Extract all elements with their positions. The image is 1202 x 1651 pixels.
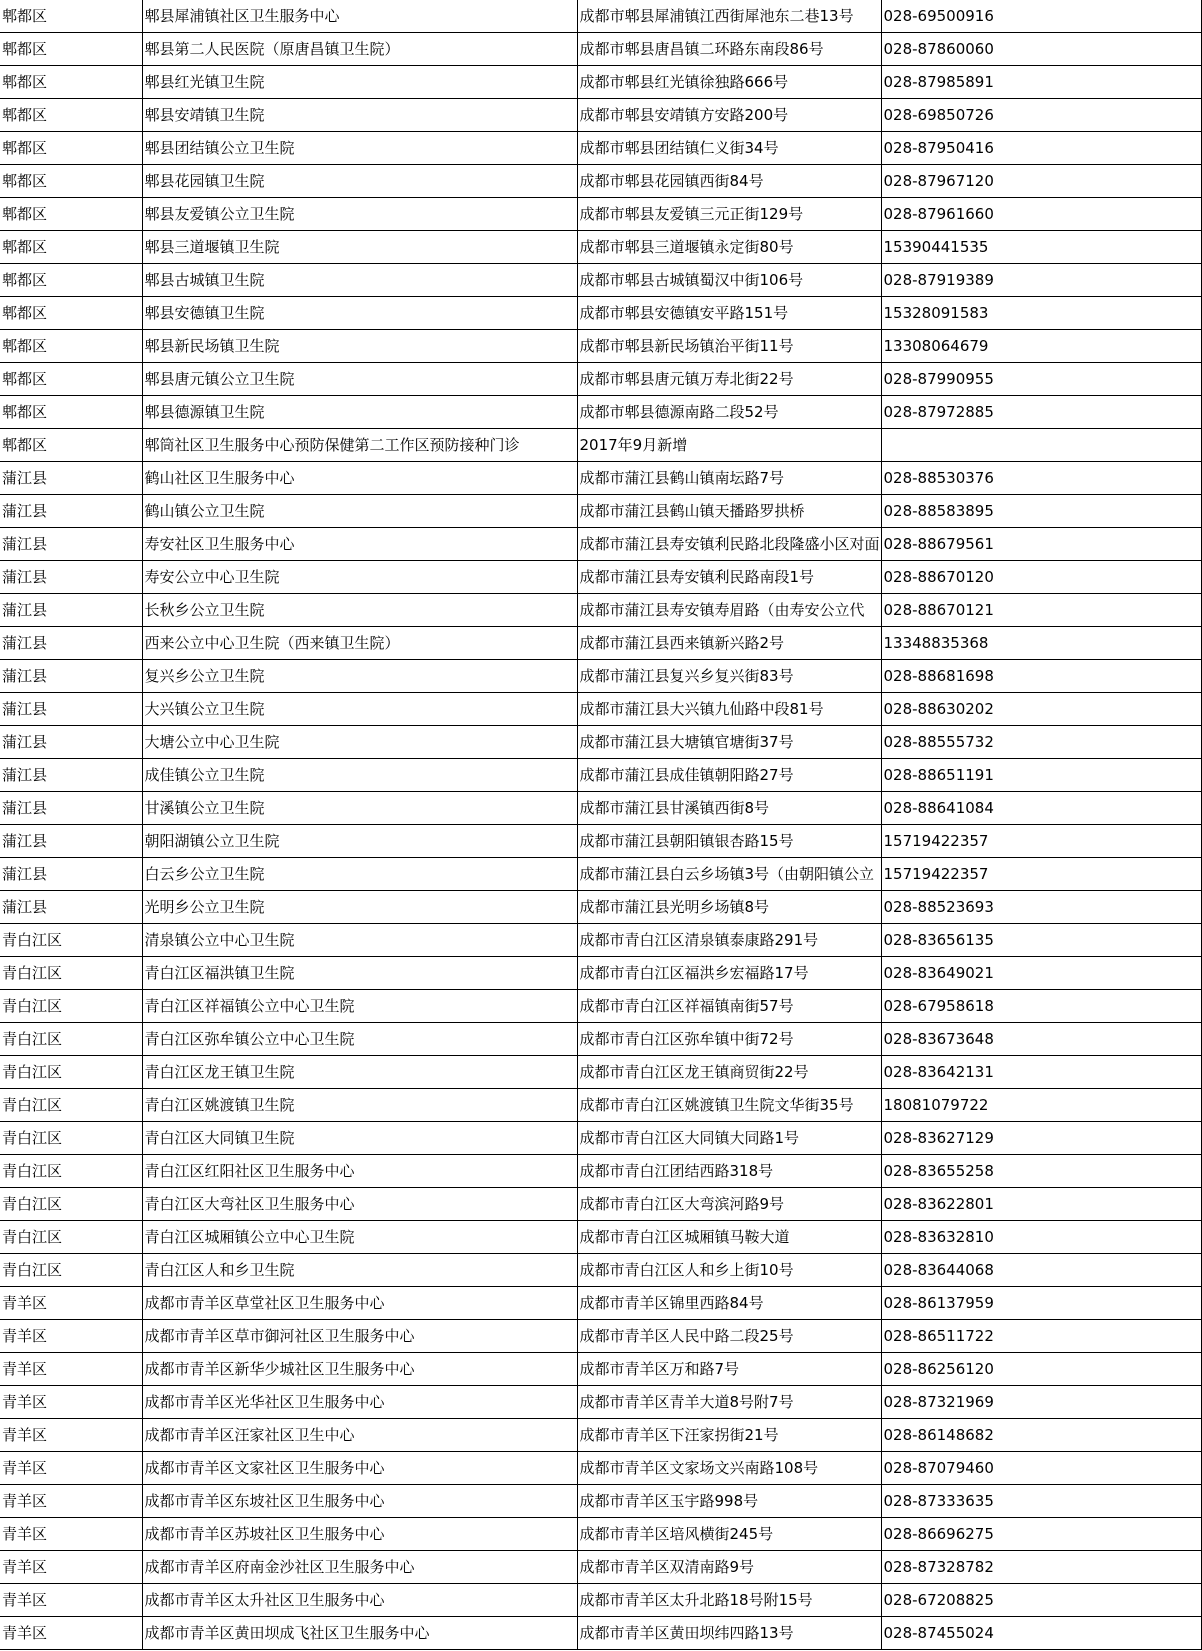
address-cell: 成都市郫县安靖镇方安路200号 <box>577 99 881 132</box>
table-row <box>0 231 1201 264</box>
table-row <box>0 594 1201 627</box>
address-cell: 成都市青羊区黄田坝纬四路13号 <box>577 1617 881 1650</box>
table-row <box>0 495 1201 528</box>
phone-cell: 028-88651191 <box>881 759 1201 792</box>
address-cell: 成都市青白江区人和乡上街10号 <box>577 1254 881 1287</box>
table-row <box>0 561 1201 594</box>
table-row <box>0 924 1201 957</box>
phone-cell: 028-87860060 <box>881 33 1201 66</box>
table-row <box>0 660 1201 693</box>
table-row <box>0 693 1201 726</box>
table-row <box>0 528 1201 561</box>
address-cell: 成都市青羊区锦里西路84号 <box>577 1287 881 1320</box>
table-row <box>0 627 1201 660</box>
table-row <box>0 1023 1201 1056</box>
district-cell: 青白江区 <box>0 1188 142 1221</box>
phone-cell: 028-86696275 <box>881 1518 1201 1551</box>
phone-cell: 028-83622801 <box>881 1188 1201 1221</box>
address-cell: 成都市蒲江县复兴乡复兴街83号 <box>577 660 881 693</box>
phone-cell <box>881 429 1201 462</box>
phone-cell: 028-86511722 <box>881 1320 1201 1353</box>
phone-cell: 028-87961660 <box>881 198 1201 231</box>
phone-cell: 028-83649021 <box>881 957 1201 990</box>
address-cell: 成都市蒲江县寿安镇寿眉路（由寿安公立代 <box>577 594 881 627</box>
district-cell: 郫都区 <box>0 33 142 66</box>
institution-name-cell: 长秋乡公立卫生院 <box>142 594 577 627</box>
district-cell: 郫都区 <box>0 0 142 33</box>
address-cell: 成都市青羊区万和路7号 <box>577 1353 881 1386</box>
district-cell: 郫都区 <box>0 297 142 330</box>
table-row <box>0 1089 1201 1122</box>
address-cell: 成都市郫县友爱镇三元正街129号 <box>577 198 881 231</box>
address-cell: 成都市青羊区太升北路18号附15号 <box>577 1584 881 1617</box>
district-cell: 郫都区 <box>0 99 142 132</box>
address-cell: 成都市青白江区姚渡镇卫生院文华街35号 <box>577 1089 881 1122</box>
district-cell: 青羊区 <box>0 1353 142 1386</box>
phone-cell: 028-88641084 <box>881 792 1201 825</box>
district-cell: 郫都区 <box>0 363 142 396</box>
address-cell: 成都市郫县安德镇安平路151号 <box>577 297 881 330</box>
address-cell: 成都市蒲江县寿安镇利民路北段隆盛小区对面 <box>577 528 881 561</box>
institution-name-cell: 青白江区姚渡镇卫生院 <box>142 1089 577 1122</box>
phone-cell: 028-88679561 <box>881 528 1201 561</box>
district-cell: 蒲江县 <box>0 759 142 792</box>
table-row <box>0 297 1201 330</box>
institution-name-cell: 郫筒社区卫生服务中心预防保健第二工作区预防接种门诊 <box>142 429 577 462</box>
phone-cell: 15719422357 <box>881 858 1201 891</box>
table-row <box>0 726 1201 759</box>
address-cell: 成都市青羊区青羊大道8号附7号 <box>577 1386 881 1419</box>
institution-name-cell: 青白江区龙王镇卫生院 <box>142 1056 577 1089</box>
address-cell: 成都市青羊区双清南路9号 <box>577 1551 881 1584</box>
table-row <box>0 1452 1201 1485</box>
institution-name-cell: 白云乡公立卫生院 <box>142 858 577 891</box>
institution-name-cell: 成都市青羊区黄田坝成飞社区卫生服务中心 <box>142 1617 577 1650</box>
phone-cell: 028-88670120 <box>881 561 1201 594</box>
phone-cell: 028-86137959 <box>881 1287 1201 1320</box>
table-row <box>0 396 1201 429</box>
district-cell: 青羊区 <box>0 1419 142 1452</box>
address-cell: 成都市青白江区清泉镇泰康路291号 <box>577 924 881 957</box>
table-row <box>0 264 1201 297</box>
phone-cell: 028-83627129 <box>881 1122 1201 1155</box>
district-cell: 郫都区 <box>0 330 142 363</box>
table-row <box>0 1254 1201 1287</box>
address-cell: 成都市蒲江县成佳镇朝阳路27号 <box>577 759 881 792</box>
address-cell: 成都市蒲江县鹤山镇天播路罗拱桥 <box>577 495 881 528</box>
phone-cell: 15390441535 <box>881 231 1201 264</box>
institution-name-cell: 清泉镇公立中心卫生院 <box>142 924 577 957</box>
institution-name-cell: 郫县第二人民医院（原唐昌镇卫生院） <box>142 33 577 66</box>
phone-cell: 028-87333635 <box>881 1485 1201 1518</box>
address-cell: 成都市青羊区人民中路二段25号 <box>577 1320 881 1353</box>
institution-name-cell: 成都市青羊区光华社区卫生服务中心 <box>142 1386 577 1419</box>
district-cell: 青白江区 <box>0 990 142 1023</box>
district-cell: 蒲江县 <box>0 528 142 561</box>
address-cell: 成都市郫县花园镇西街84号 <box>577 165 881 198</box>
phone-cell: 028-87990955 <box>881 363 1201 396</box>
address-cell: 成都市青白江区福洪乡宏福路17号 <box>577 957 881 990</box>
district-cell: 郫都区 <box>0 396 142 429</box>
institution-name-cell: 朝阳湖镇公立卫生院 <box>142 825 577 858</box>
institution-name-cell: 成都市青羊区草市御河社区卫生服务中心 <box>142 1320 577 1353</box>
institution-name-cell: 郫县三道堰镇卫生院 <box>142 231 577 264</box>
institution-name-cell: 郫县团结镇公立卫生院 <box>142 132 577 165</box>
phone-cell: 028-83642131 <box>881 1056 1201 1089</box>
table-row <box>0 1551 1201 1584</box>
institution-name-cell: 郫县犀浦镇社区卫生服务中心 <box>142 0 577 33</box>
phone-cell: 028-86148682 <box>881 1419 1201 1452</box>
table-row <box>0 1188 1201 1221</box>
district-cell: 青羊区 <box>0 1518 142 1551</box>
table-row <box>0 990 1201 1023</box>
district-cell: 郫都区 <box>0 231 142 264</box>
institution-name-cell: 郫县德源镇卫生院 <box>142 396 577 429</box>
district-cell: 郫都区 <box>0 264 142 297</box>
address-cell: 成都市蒲江县甘溪镇西街8号 <box>577 792 881 825</box>
table-row <box>0 858 1201 891</box>
table-row <box>0 33 1201 66</box>
phone-cell: 15328091583 <box>881 297 1201 330</box>
phone-cell: 028-88523693 <box>881 891 1201 924</box>
institution-name-cell: 青白江区大同镇卫生院 <box>142 1122 577 1155</box>
address-cell: 成都市郫县唐元镇万寿北街22号 <box>577 363 881 396</box>
institution-name-cell: 成都市青羊区东坡社区卫生服务中心 <box>142 1485 577 1518</box>
address-cell: 成都市青白江区弥牟镇中街72号 <box>577 1023 881 1056</box>
institution-name-cell: 青白江区弥牟镇公立中心卫生院 <box>142 1023 577 1056</box>
table-row <box>0 792 1201 825</box>
district-cell: 青羊区 <box>0 1551 142 1584</box>
address-cell: 成都市蒲江县光明乡场镇8号 <box>577 891 881 924</box>
institution-name-cell: 成都市青羊区府南金沙社区卫生服务中心 <box>142 1551 577 1584</box>
table-row <box>0 330 1201 363</box>
table-row <box>0 1353 1201 1386</box>
table-row <box>0 1287 1201 1320</box>
institution-name-cell: 西来公立中心卫生院（西来镇卫生院） <box>142 627 577 660</box>
table-row <box>0 462 1201 495</box>
address-cell: 成都市青白江区龙王镇商贸街22号 <box>577 1056 881 1089</box>
district-cell: 青羊区 <box>0 1452 142 1485</box>
phone-cell: 028-83673648 <box>881 1023 1201 1056</box>
district-cell: 蒲江县 <box>0 594 142 627</box>
institution-name-cell: 青白江区祥福镇公立中心卫生院 <box>142 990 577 1023</box>
district-cell: 蒲江县 <box>0 561 142 594</box>
table-row <box>0 198 1201 231</box>
institution-name-cell: 青白江区福洪镇卫生院 <box>142 957 577 990</box>
table-row <box>0 1056 1201 1089</box>
phone-cell: 028-88630202 <box>881 693 1201 726</box>
district-cell: 蒲江县 <box>0 660 142 693</box>
district-cell: 蒲江县 <box>0 825 142 858</box>
district-cell: 青羊区 <box>0 1617 142 1650</box>
address-cell: 成都市青羊区玉宇路998号 <box>577 1485 881 1518</box>
table-row <box>0 1584 1201 1617</box>
table-row <box>0 99 1201 132</box>
institution-name-cell: 甘溪镇公立卫生院 <box>142 792 577 825</box>
institution-name-cell: 成都市青羊区汪家社区卫生中心 <box>142 1419 577 1452</box>
institution-name-cell: 青白江区人和乡卫生院 <box>142 1254 577 1287</box>
phone-cell: 028-87079460 <box>881 1452 1201 1485</box>
address-cell: 成都市郫县团结镇仁义街34号 <box>577 132 881 165</box>
institution-name-cell: 青白江区红阳社区卫生服务中心 <box>142 1155 577 1188</box>
district-cell: 青白江区 <box>0 1221 142 1254</box>
phone-cell: 028-83632810 <box>881 1221 1201 1254</box>
phone-cell: 15719422357 <box>881 825 1201 858</box>
institution-name-cell: 大兴镇公立卫生院 <box>142 693 577 726</box>
district-cell: 青白江区 <box>0 957 142 990</box>
table-row <box>0 132 1201 165</box>
institution-name-cell: 青白江区城厢镇公立中心卫生院 <box>142 1221 577 1254</box>
phone-cell: 13308064679 <box>881 330 1201 363</box>
district-cell: 蒲江县 <box>0 627 142 660</box>
table-row <box>0 759 1201 792</box>
institution-name-cell: 鹤山社区卫生服务中心 <box>142 462 577 495</box>
table-row <box>0 1386 1201 1419</box>
phone-cell: 028-67958618 <box>881 990 1201 1023</box>
phone-cell: 028-87455024 <box>881 1617 1201 1650</box>
phone-cell: 028-87950416 <box>881 132 1201 165</box>
institution-name-cell: 郫县友爱镇公立卫生院 <box>142 198 577 231</box>
table-row <box>0 1320 1201 1353</box>
district-cell: 蒲江县 <box>0 495 142 528</box>
district-cell: 蒲江县 <box>0 858 142 891</box>
address-cell: 成都市郫县新民场镇治平街11号 <box>577 330 881 363</box>
table-row <box>0 825 1201 858</box>
address-cell: 成都市蒲江县寿安镇利民路南段1号 <box>577 561 881 594</box>
district-cell: 青羊区 <box>0 1287 142 1320</box>
table-row <box>0 1485 1201 1518</box>
table-row <box>0 363 1201 396</box>
address-cell: 成都市蒲江县西来镇新兴路2号 <box>577 627 881 660</box>
phone-cell: 028-83655258 <box>881 1155 1201 1188</box>
address-cell: 成都市青白江区大同镇大同路1号 <box>577 1122 881 1155</box>
phone-cell: 028-87972885 <box>881 396 1201 429</box>
institution-name-cell: 复兴乡公立卫生院 <box>142 660 577 693</box>
address-cell: 成都市郫县红光镇徐独路666号 <box>577 66 881 99</box>
table-row <box>0 165 1201 198</box>
institution-name-cell: 大塘公立中心卫生院 <box>142 726 577 759</box>
district-cell: 郫都区 <box>0 66 142 99</box>
institution-name-cell: 成都市青羊区文家社区卫生服务中心 <box>142 1452 577 1485</box>
district-cell: 青白江区 <box>0 1254 142 1287</box>
district-cell: 郫都区 <box>0 198 142 231</box>
institution-name-cell: 光明乡公立卫生院 <box>142 891 577 924</box>
address-cell: 成都市郫县古城镇蜀汉中街106号 <box>577 264 881 297</box>
address-cell: 成都市青羊区培风横街245号 <box>577 1518 881 1551</box>
institution-name-cell: 成都市青羊区苏坡社区卫生服务中心 <box>142 1518 577 1551</box>
address-cell: 成都市青白江区城厢镇马鞍大道 <box>577 1221 881 1254</box>
address-cell: 成都市青羊区文家场文兴南路108号 <box>577 1452 881 1485</box>
phone-cell: 13348835368 <box>881 627 1201 660</box>
institution-name-cell: 成都市青羊区草堂社区卫生服务中心 <box>142 1287 577 1320</box>
district-cell: 青白江区 <box>0 1056 142 1089</box>
institution-name-cell: 寿安社区卫生服务中心 <box>142 528 577 561</box>
phone-cell: 028-69850726 <box>881 99 1201 132</box>
address-cell: 成都市郫县唐昌镇二环路东南段86号 <box>577 33 881 66</box>
table-row <box>0 1122 1201 1155</box>
district-cell: 蒲江县 <box>0 792 142 825</box>
phone-cell: 028-83644068 <box>881 1254 1201 1287</box>
address-cell: 成都市蒲江县大兴镇九仙路中段81号 <box>577 693 881 726</box>
institution-name-cell: 郫县安靖镇卫生院 <box>142 99 577 132</box>
district-cell: 郫都区 <box>0 165 142 198</box>
institution-name-cell: 郫县安德镇卫生院 <box>142 297 577 330</box>
institution-name-cell: 郫县唐元镇公立卫生院 <box>142 363 577 396</box>
institution-name-cell: 青白江区大弯社区卫生服务中心 <box>142 1188 577 1221</box>
address-cell: 成都市青白江团结西路318号 <box>577 1155 881 1188</box>
table-row <box>0 429 1201 462</box>
institution-name-cell: 寿安公立中心卫生院 <box>142 561 577 594</box>
district-cell: 青白江区 <box>0 1089 142 1122</box>
phone-cell: 028-87967120 <box>881 165 1201 198</box>
phone-cell: 028-87328782 <box>881 1551 1201 1584</box>
institution-name-cell: 郫县红光镇卫生院 <box>142 66 577 99</box>
institution-name-cell: 成佳镇公立卫生院 <box>142 759 577 792</box>
phone-cell: 028-67208825 <box>881 1584 1201 1617</box>
address-cell: 成都市郫县德源南路二段52号 <box>577 396 881 429</box>
institution-name-cell: 郫县古城镇卫生院 <box>142 264 577 297</box>
address-cell: 成都市青羊区下汪家拐街21号 <box>577 1419 881 1452</box>
district-cell: 青白江区 <box>0 924 142 957</box>
district-cell: 青羊区 <box>0 1386 142 1419</box>
address-cell: 成都市郫县三道堰镇永定街80号 <box>577 231 881 264</box>
table-row <box>0 66 1201 99</box>
address-cell: 成都市蒲江县白云乡场镇3号（由朝阳镇公立 <box>577 858 881 891</box>
district-cell: 青白江区 <box>0 1023 142 1056</box>
district-cell: 蒲江县 <box>0 891 142 924</box>
address-cell: 成都市蒲江县大塘镇官塘街37号 <box>577 726 881 759</box>
table-row <box>0 1155 1201 1188</box>
institution-name-cell: 成都市青羊区太升社区卫生服务中心 <box>142 1584 577 1617</box>
phone-cell: 028-88681698 <box>881 660 1201 693</box>
address-cell: 成都市郫县犀浦镇江西街犀池东二巷13号 <box>577 0 881 33</box>
phone-cell: 028-88670121 <box>881 594 1201 627</box>
table-row <box>0 1419 1201 1452</box>
institution-name-cell: 成都市青羊区新华少城社区卫生服务中心 <box>142 1353 577 1386</box>
district-cell: 郫都区 <box>0 429 142 462</box>
phone-cell: 028-69500916 <box>881 0 1201 33</box>
district-cell: 蒲江县 <box>0 726 142 759</box>
phone-cell: 028-88555732 <box>881 726 1201 759</box>
address-cell: 成都市青白江区祥福镇南街57号 <box>577 990 881 1023</box>
table-row <box>0 1221 1201 1254</box>
table-row <box>0 891 1201 924</box>
phone-cell: 028-87321969 <box>881 1386 1201 1419</box>
phone-cell: 028-88583895 <box>881 495 1201 528</box>
phone-cell: 028-88530376 <box>881 462 1201 495</box>
table-row <box>0 957 1201 990</box>
district-cell: 青羊区 <box>0 1485 142 1518</box>
address-cell: 成都市青白江区大弯滨河路9号 <box>577 1188 881 1221</box>
phone-cell: 028-86256120 <box>881 1353 1201 1386</box>
phone-cell: 028-87985891 <box>881 66 1201 99</box>
phone-cell: 18081079722 <box>881 1089 1201 1122</box>
address-cell: 成都市蒲江县朝阳镇银杏路15号 <box>577 825 881 858</box>
district-cell: 青白江区 <box>0 1122 142 1155</box>
district-cell: 青羊区 <box>0 1320 142 1353</box>
district-cell: 蒲江县 <box>0 693 142 726</box>
phone-cell: 028-87919389 <box>881 264 1201 297</box>
institution-name-cell: 郫县新民场镇卫生院 <box>142 330 577 363</box>
institution-name-cell: 鹤山镇公立卫生院 <box>142 495 577 528</box>
district-cell: 青白江区 <box>0 1155 142 1188</box>
table-row <box>0 1518 1201 1551</box>
table-row <box>0 1617 1201 1650</box>
phone-cell: 028-83656135 <box>881 924 1201 957</box>
address-cell: 2017年9月新增 <box>577 429 881 462</box>
district-cell: 郫都区 <box>0 132 142 165</box>
institution-name-cell: 郫县花园镇卫生院 <box>142 165 577 198</box>
district-cell: 蒲江县 <box>0 462 142 495</box>
table-row <box>0 0 1201 33</box>
address-cell: 成都市蒲江县鹤山镇南坛路7号 <box>577 462 881 495</box>
district-cell: 青羊区 <box>0 1584 142 1617</box>
